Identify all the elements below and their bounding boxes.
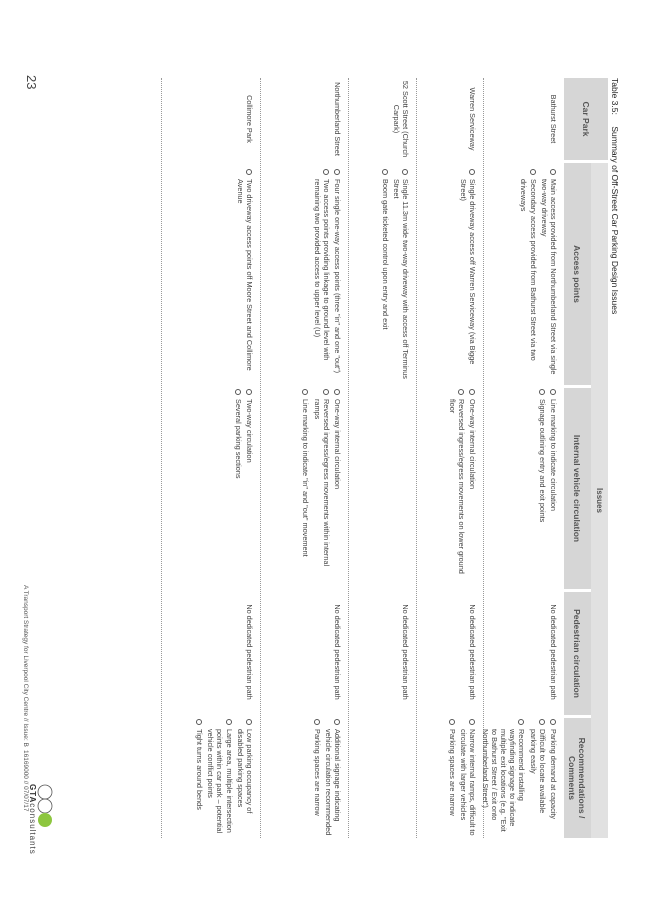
bullet-item: Several parking sections: [234, 388, 243, 584]
recommendations-cell: [445, 718, 477, 836]
recommendations-list: [195, 718, 254, 836]
recommendations-header: Recommendations / Comments: [564, 718, 591, 838]
bullet-item: Signage outlining entry and exit points: [538, 388, 547, 584]
recommendations-list: [480, 718, 558, 836]
table-row: [480, 78, 564, 838]
access-points-list: [236, 168, 254, 380]
table-row: [161, 78, 260, 838]
access-points-cell: [378, 168, 410, 380]
access-points-list: [519, 168, 558, 380]
footer-document-title: A Transport Strategy for Liverpool City Centre // Issue: B: [22, 585, 29, 747]
pedestrian-circulation-cell: No dedicated pedestrian path: [401, 604, 410, 700]
access-points-cell: [457, 168, 477, 380]
bullet-item: Tight turns around bends: [195, 718, 204, 836]
bullet-item: Reversed ingress/egress movements within internal ramps: [312, 388, 330, 584]
issues-header: Issues: [591, 163, 608, 838]
recommendations-list: [447, 718, 477, 836]
bullet-item: Line marking to indicate circulation: [549, 388, 558, 584]
pedestrian-circulation-cell: No dedicated pedestrian path: [245, 604, 254, 700]
bullet-item: Parking spaces are narrow: [312, 718, 321, 836]
car-park-header: Car Park: [581, 101, 591, 137]
bullet-item: Single 11.3m wide two-way driveway with access off Terminus Street: [392, 168, 410, 380]
bullet-item: Recommend installing wayfinding signage to indicate multiple exit locations (e.g. "Exit to Bathurst Street / Exit onto Northumberland Street"): [480, 718, 526, 836]
access-points-list: [312, 168, 342, 380]
access-points-header: Access points: [564, 163, 591, 385]
gta-logo: [28, 784, 53, 855]
table-header-columns: [564, 78, 591, 838]
pedestrian-circulation-cell: No dedicated pedestrian path: [468, 604, 477, 700]
page-number: 23: [24, 75, 39, 90]
caption-label: Table 3.5:: [610, 78, 620, 115]
recommendations-cell: [193, 718, 254, 836]
access-points-list: [459, 168, 477, 380]
internal-circulation-list: [234, 388, 254, 584]
bullet-item: Additional signage indicating vehicle circulation recommended: [324, 718, 342, 836]
gta-logo-icon: [37, 784, 53, 828]
internal-circulation-cell: [232, 388, 254, 584]
bullet-item: Parking demand at capacity: [549, 718, 558, 836]
bullet-item: Single driveway access off Warren Serviceway (via Bigge Street): [459, 168, 477, 380]
brand-rest: consultants: [28, 803, 37, 855]
table-caption: [610, 78, 620, 314]
pedestrian-circulation-header: Pedestrian circulation: [564, 592, 591, 715]
access-points-cell: [310, 168, 342, 380]
access-points-cell: [517, 168, 558, 380]
bullet-item: One-way internal circulation: [333, 388, 342, 584]
internal-circulation-list: [538, 388, 558, 584]
gta-brand-text: [28, 784, 37, 855]
table-row: [260, 78, 348, 838]
bullet-item: Four single one-way access points (three "in" and one "out"): [333, 168, 342, 380]
internal-circulation-cell: [299, 388, 342, 584]
bullet-item: Low parking occupancy of disabled parking spaces: [236, 718, 254, 836]
bullet-item: One-way internal circulation: [468, 388, 477, 584]
car-park-name: Warren Serviceway: [468, 87, 477, 151]
bullet-item: Two driveway access points off Moore Street and Collimore Avenue: [236, 168, 254, 380]
car-park-name: Northumberland Street: [333, 82, 342, 156]
caption-text: Summary of Off-Street Car Parking Design Issues: [610, 126, 620, 315]
table-body: [161, 78, 564, 838]
recommendations-cell: [310, 718, 342, 836]
bullet-item: Difficult to locate available parking easily: [528, 718, 546, 836]
footer-reference: 16169000 // 07/07/17: [22, 750, 29, 812]
bullet-item: Reversed ingress/egress movements on lower ground floor: [447, 388, 465, 584]
table-header-top: [591, 78, 608, 838]
access-points-cell: [234, 168, 254, 380]
access-points-list: [380, 168, 410, 380]
bullet-item: Narrow internal ramps, difficult to circulate with larger vehicles: [459, 718, 477, 836]
car-park-name: 52 Scott Street (Church Carpark): [391, 80, 410, 158]
bullet-item: Boom gate ticketed control upon entry and exit: [380, 168, 389, 380]
recommendations-list: [312, 718, 342, 836]
table-row: [348, 78, 416, 838]
internal-circulation-cell: [445, 388, 477, 584]
internal-circulation-header: Internal vehicle circulation: [564, 388, 591, 589]
bullet-item: Large area, multiple intersection points within car park – potential vehicle conflict points: [206, 718, 234, 836]
internal-circulation-list: [447, 388, 477, 584]
recommendations-cell: [478, 718, 558, 836]
internal-circulation-list: [301, 388, 342, 584]
table-row: [416, 78, 483, 838]
car-park-issues-table: [161, 78, 608, 838]
bullet-item: Two access points providing linkage to ground level with remaining two provided access to upper level (U): [312, 168, 330, 380]
bullet-item: Line marking to indicate "in" and "out" movement: [301, 388, 310, 584]
bullet-item: Main access provided from Northumberland Street via single two-way driveway: [540, 168, 558, 380]
internal-circulation-cell: [536, 388, 558, 584]
pedestrian-circulation-cell: No dedicated pedestrian path: [333, 604, 342, 700]
car-park-name: Bathurst Street: [549, 94, 558, 144]
bullet-item: Two-way circulation: [245, 388, 254, 584]
pedestrian-circulation-cell: No dedicated pedestrian path: [549, 604, 558, 700]
brand-bold: GTA: [28, 784, 37, 804]
bullet-item: Secondary access provided from Bathurst Street via two driveways: [519, 168, 537, 380]
car-park-name: Collimore Park: [245, 95, 254, 143]
bullet-item: Parking spaces are narrow: [447, 718, 456, 836]
